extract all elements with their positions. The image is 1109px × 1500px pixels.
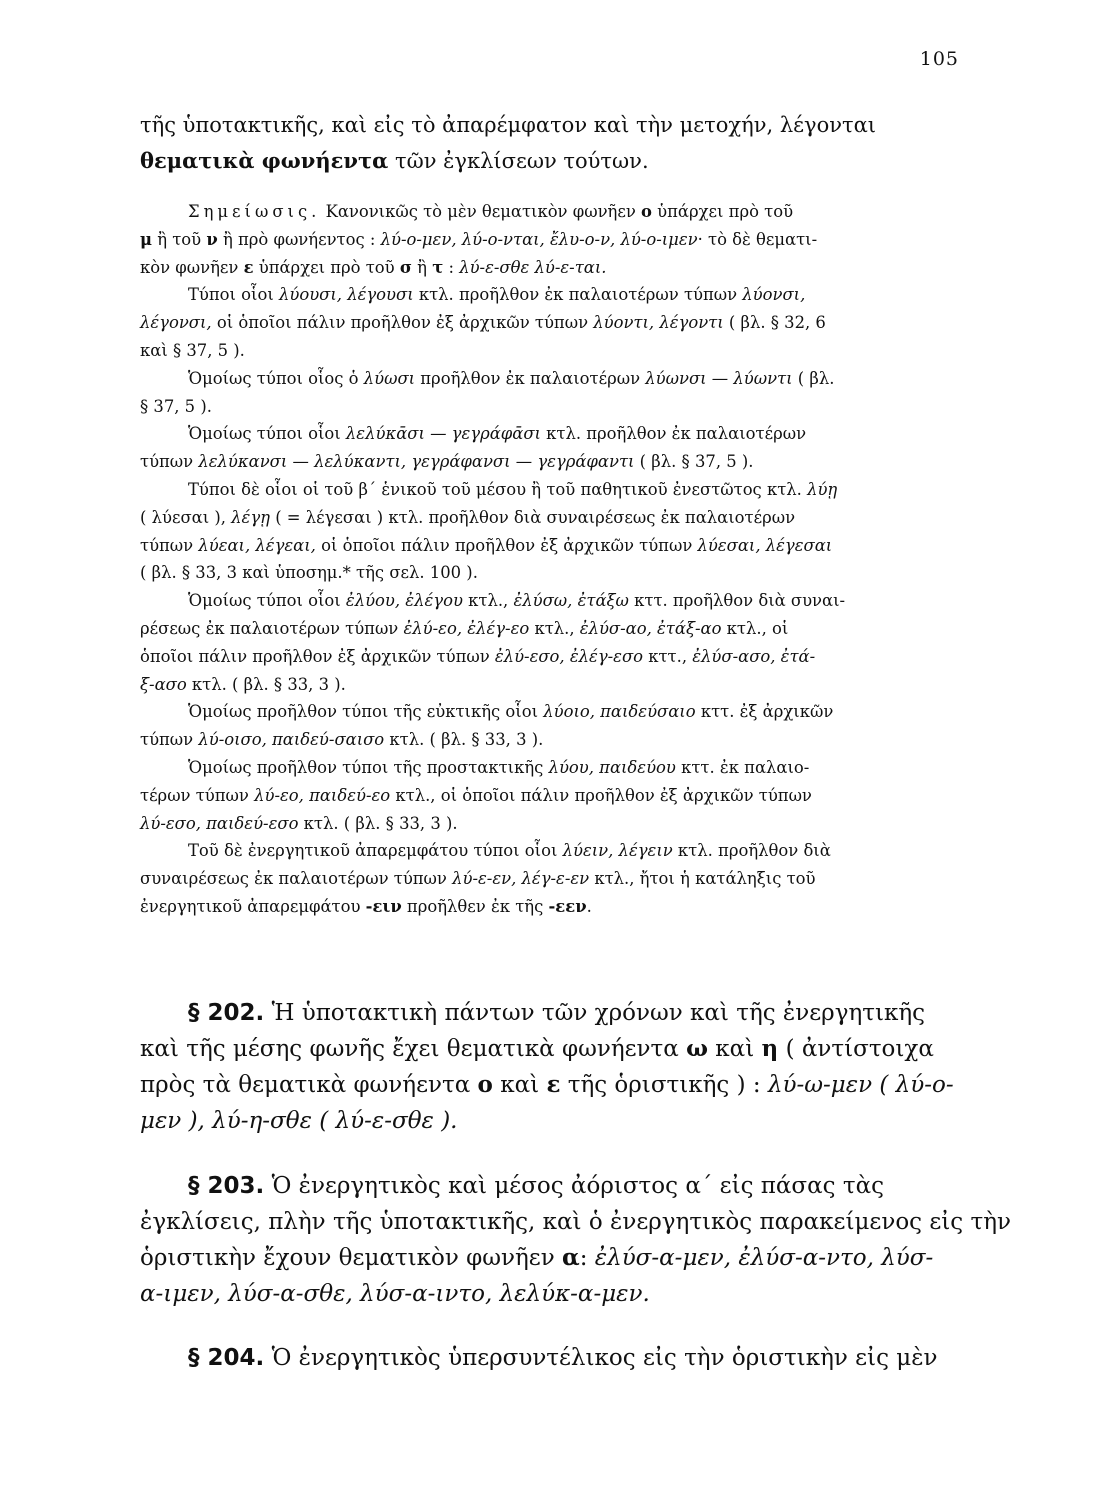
section-number: § 204. [188,1345,265,1371]
text-line: ( λύεσαι ), λέγῃ ( = λέγεσαι ) κτλ. προῆλθον διὰ συναιρέσεως ἐκ παλαιοτέρων [140,507,796,527]
text-line: α-ιμεν, λύσ-α-σθε, λύσ-α-ιντο, λελύκ-α-μεν. [140,1281,650,1307]
text-line: τύπων λύ-οισο, παιδεύ-σαισο κτλ. ( βλ. § 33, 3 ). [140,730,544,750]
page-number: 105 [919,48,959,70]
section-203 [140,1168,1011,1312]
text-line: Ὁμοίως προῆλθον τύποι τῆς προστακτικῆς λύου, παιδεύου κττ. ἐκ παλαιο- [188,757,810,777]
note-label: Σημείωσις. [188,202,321,221]
text-line: Τοῦ δὲ ἐνεργητικοῦ ἀπαρεμφάτου τύποι οἷοι λύειν, λέγειν κτλ. προῆλθον διὰ [188,841,831,861]
text-line: μεν ), λύ-η-σθε ( λύ-ε-σθε ). [140,1108,458,1134]
text-line: συναιρέσεως ἐκ παλαιοτέρων τύπων λύ-ε-εν, λέγ-ε-εν κτλ., ἤτοι ἡ κατάληξις τοῦ [140,869,816,889]
note-block [140,198,970,921]
text-line: ρέσεως ἐκ παλαιοτέρων τύπων ἐλύ-εο, ἐλέγ-εο κτλ., ἐλύσ-αο, ἐτάξ-αο κτλ., οἱ [140,618,789,638]
text-line: λύ-εσο, παιδεύ-εσο κτλ. ( βλ. § 33, 3 ). [140,813,458,833]
text-line: § 203. Ὁ ἐνεργητικὸς καὶ μέσος ἀόριστος α΄ εἰς πάσας τὰς [188,1173,884,1199]
text-line: ( βλ. § 33, 3 καὶ ὑποσημ.* τῆς σελ. 100 ). [140,563,478,583]
text-line: τῆς ὑποτακτικῆς, καὶ εἰς τὸ ἀπαρέμφατον καὶ τὴν μετοχήν, λέγονται [140,113,877,137]
bold-term: θεματικὰ φωνήεντα [140,148,389,173]
text-line: καὶ τῆς μέσης φωνῆς ἔχει θεματικὰ φωνήεντα ω καὶ η ( ἀντίστοιχα [140,1035,934,1062]
text-line: ἐνεργητικοῦ ἀπαρεμφάτου -ειν προῆλθεν ἐκ τῆς -εεν. [140,896,592,916]
section-number: § 202. [188,1000,265,1026]
text-line: θεματικὰ φωνήεντα τῶν ἐγκλίσεων τούτων. [140,148,649,173]
section-number: § 203. [188,1173,265,1199]
text-line: Ὁμοίως τύποι οἷοι λελύκᾱσι — γεγράφᾱσι κτλ. προῆλθον ἐκ παλαιοτέρων [188,424,807,444]
text-line: § 37, 5 ). [140,396,212,416]
text-line: Ὁμοίως προῆλθον τύποι τῆς εὐκτικῆς οἷοι λύοιο, παιδεύσαιο κττ. ἐξ ἀρχικῶν [188,702,834,722]
text-line: τύπων λελύκανσι — λελύκαντι, γεγράφανσι — γεγράφαντι ( βλ. § 37, 5 ). [140,452,754,472]
text-line: Τύποι οἷοι λύουσι, λέγουσι κτλ. προῆλθον ἐκ παλαιοτέρων τύπων λύονσι, [188,285,806,305]
section-204 [140,1340,970,1376]
section-202 [140,995,970,1139]
text-line: τέρων τύπων λύ-εο, παιδεύ-εο κτλ., οἱ ὁποῖοι πάλιν προῆλθον ἐξ ἀρχικῶν τύπων [140,785,812,805]
text-line: Ὁμοίως τύποι οἷος ὁ λύωσι προῆλθον ἐκ παλαιοτέρων λύωνσι — λύωντι ( βλ. [188,368,835,388]
text-line: πρὸς τὰ θεματικὰ φωνήεντα ο καὶ ε τῆς ὁριστικῆς ) : λύ-ω-μεν ( λύ-ο- [140,1071,954,1098]
text-line: λέγονσι, οἱ ὁποῖοι πάλιν προῆλθον ἐξ ἀρχικῶν τύπων λύοντι, λέγοντι ( βλ. § 32, 6 [140,313,826,333]
text-line: ὁριστικὴν ἔχουν θεματικὸν φωνῆεν α: ἐλύσ-α-μεν, ἐλύσ-α-ντο, λύσ- [140,1244,934,1271]
text-line: § 204. Ὁ ἐνεργητικὸς ὑπερσυντέλικος εἰς τὴν ὁριστικὴν εἰς μὲν [188,1345,938,1371]
text-line: ξ-ασο κτλ. ( βλ. § 33, 3 ). [140,674,346,694]
intro-paragraph [140,108,970,179]
text-line: ἐγκλίσεις, πλὴν τῆς ὑποτακτικῆς, καὶ ὁ ἐνεργητικὸς παρακείμενος εἰς τὴν [140,1209,1011,1235]
text-line: κὸν φωνῆεν ε ὑπάρχει πρὸ τοῦ σ ἢ τ : λύ-ε-σθε λύ-ε-ται. [140,257,607,277]
text-line: τύπων λύεαι, λέγεαι, οἱ ὁποῖοι πάλιν προῆλθον ἐξ ἀρχικῶν τύπων λύεσαι, λέγεσαι [140,535,833,555]
text-line: ὁποῖοι πάλιν προῆλθον ἐξ ἀρχικῶν τύπων ἐλύ-εσο, ἐλέγ-εσο κττ., ἐλύσ-ασο, ἐτά- [140,646,816,666]
text-line: Ὁμοίως τύποι οἷοι ἐλύου, ἐλέγου κτλ., ἐλύσω, ἐτάξω κττ. προῆλθον διὰ συναι- [188,591,846,611]
text-line: Σημείωσις. Κανονικῶς τὸ μὲν θεματικὸν φωνῆεν ο ὑπάρχει πρὸ τοῦ [188,202,794,221]
text-line: μ ἢ τοῦ ν ἢ πρὸ φωνήεντος : λύ-ο-μεν, λύ-ο-νται, ἔλυ-ο-ν, λύ-ο-ιμεν· τὸ δὲ θεματι- [140,229,818,249]
text-line: Τύποι δὲ οἷοι οἱ τοῦ β΄ ἑνικοῦ τοῦ μέσου ἢ τοῦ παθητικοῦ ἐνεστῶτος κτλ. λύῃ [188,479,838,499]
text-line: καὶ § 37, 5 ). [140,340,245,360]
text-line: § 202. Ἡ ὑποτακτικὴ πάντων τῶν χρόνων καὶ τῆς ἐνεργητικῆς [188,1000,925,1026]
